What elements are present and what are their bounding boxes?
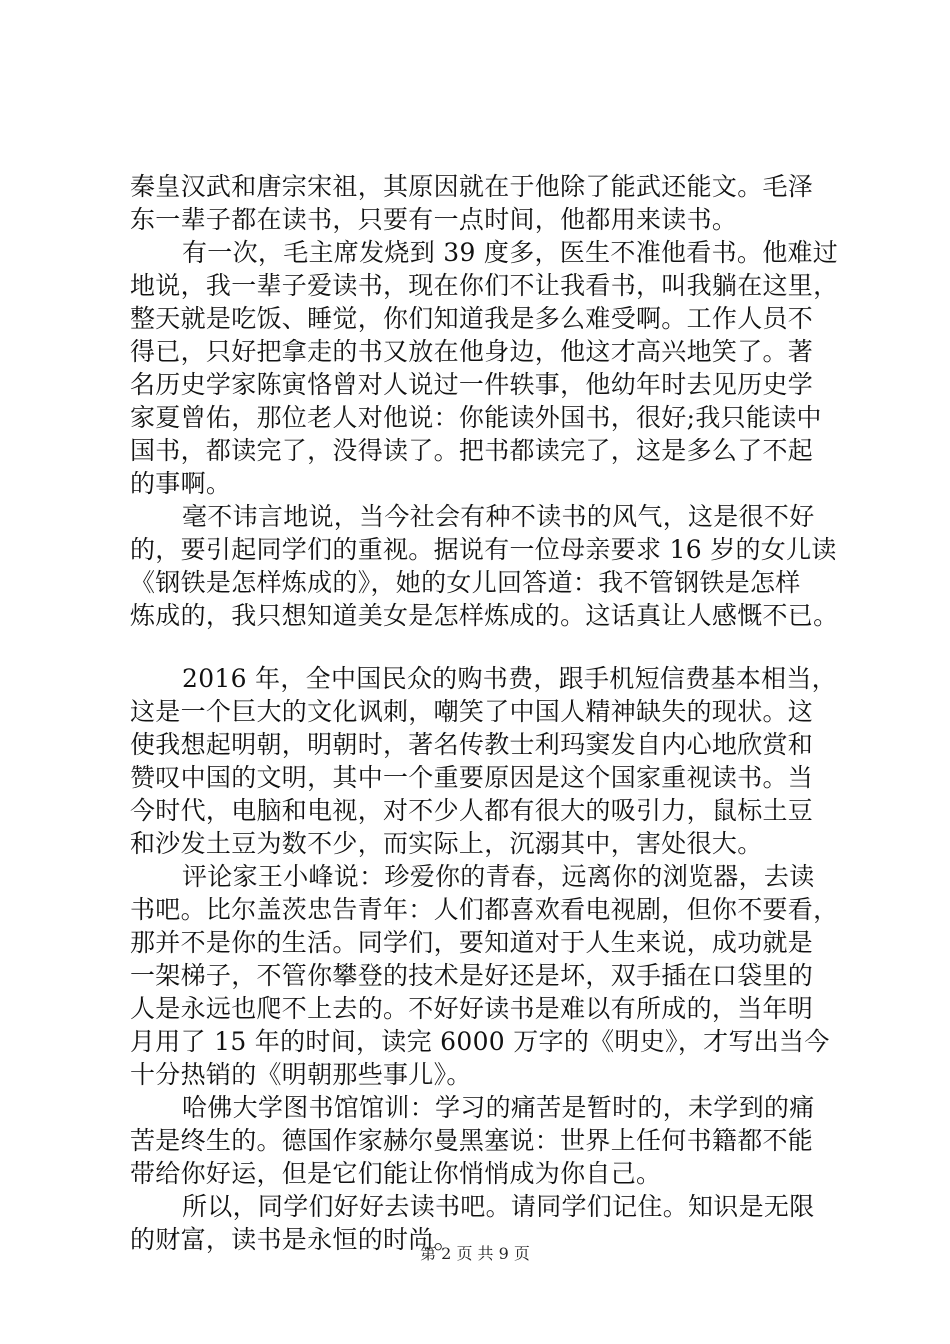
paragraph [130,170,830,236]
page-footer [0,1241,950,1264]
text-line: 今时代，电脑和电视，对不少人都有很大的吸引力，鼠标土豆 [130,796,814,825]
text-line: 一架梯子，不管你攀登的技术是好还是坏，双手插在口袋里的 [130,961,814,990]
page-number-label: 第 2 页 共 9 页 [420,1244,530,1263]
text-line: 书吧。比尔盖茨忠告青年：人们都喜欢看电视剧，但你不要看， [130,895,839,924]
text-line: 名历史学家陈寅恪曾对人说过一件轶事，他幼年时去见历史学 [130,370,814,399]
text-line: 的财富，读书是永恒的时尚。 [130,1225,459,1254]
text-line: 赞叹中国的文明，其中一个重要原因是这个国家重视读书。当 [130,763,814,792]
text-line: 整天就是吃饭、睡觉，你们知道我是多么难受啊。工作人员不 [130,304,814,333]
text-line: 的，要引起同学们的重视。据说有一位母亲要求 16 岁的女儿读 [130,535,837,564]
text-line: 这是一个巨大的文化讽刺，嘲笑了中国人精神缺失的现状。这 [130,697,814,726]
text-line: 带给你好运，但是它们能让你悄悄成为你自己。 [130,1159,662,1188]
text-line: 那并不是你的生活。同学们，要知道对于人生来说，成功就是 [130,928,814,957]
paragraph [130,860,839,1091]
paragraph [130,236,839,500]
text-line: 秦皇汉武和唐宗宋祖，其原因就在于他除了能武还能文。毛泽 [130,172,814,201]
text-line: 2016 年，全中国民众的购书费，跟手机短信费基本相当， [182,664,837,693]
text-line: 得已，只好把拿走的书又放在他身边，他这才高兴地笑了。著 [130,337,814,366]
text-line: 有一次，毛主席发烧到 39 度多，医生不准他看书。他难过 [182,238,839,267]
text-line: 毫不讳言地说，当今社会有种不读书的风气，这是很不好 [182,502,815,531]
text-line: 地说，我一辈子爱读书，现在你们不让我看书，叫我躺在这里， [130,271,839,300]
text-line: 所以，同学们好好去读书吧。请同学们记住。知识是无限 [182,1192,815,1221]
text-line: 《钢铁是怎样炼成的》，她的女儿回答道：我不管钢铁是怎样 [130,568,801,597]
text-line: 苦是终生的。德国作家赫尔曼黑塞说：世界上任何书籍都不能 [130,1126,814,1155]
text-line: 评论家王小峰说：珍爱你的青春，远离你的浏览器，去读 [182,862,815,891]
document-body [130,170,839,1256]
text-line: 使我想起明朝，明朝时，著名传教士利玛窦发自内心地欣赏和 [130,730,814,759]
text-line: 和沙发土豆为数不少，而实际上，沉溺其中，害处很大。 [130,829,763,858]
text-line: 月用了 15 年的时间，读完 6000 万字的《明史》，才写出当今 [130,1027,830,1056]
text-line: 家夏曾佑，那位老人对他说：你能读外国书，很好;我只能读中 [130,403,822,432]
text-line: 十分热销的《明朝那些事儿》。 [130,1060,472,1089]
text-line: 东一辈子都在读书，只要有一点时间，他都用来读书。 [130,205,738,234]
paragraph-gap [130,632,830,662]
text-line: 炼成的，我只想知道美女是怎样炼成的。这话真让人感慨不已。 [130,601,839,630]
paragraph [130,1091,830,1190]
text-line: 的事啊。 [130,469,232,498]
paragraph [130,500,839,632]
text-line: 人是永远也爬不上去的。不好好读书是难以有所成的，当年明 [130,994,814,1023]
paragraph [130,662,837,860]
text-line: 哈佛大学图书馆馆训：学习的痛苦是暂时的，未学到的痛 [182,1093,815,1122]
text-line: 国书，都读完了，没得读了。把书都读完了，这是多么了不起 [130,436,814,465]
